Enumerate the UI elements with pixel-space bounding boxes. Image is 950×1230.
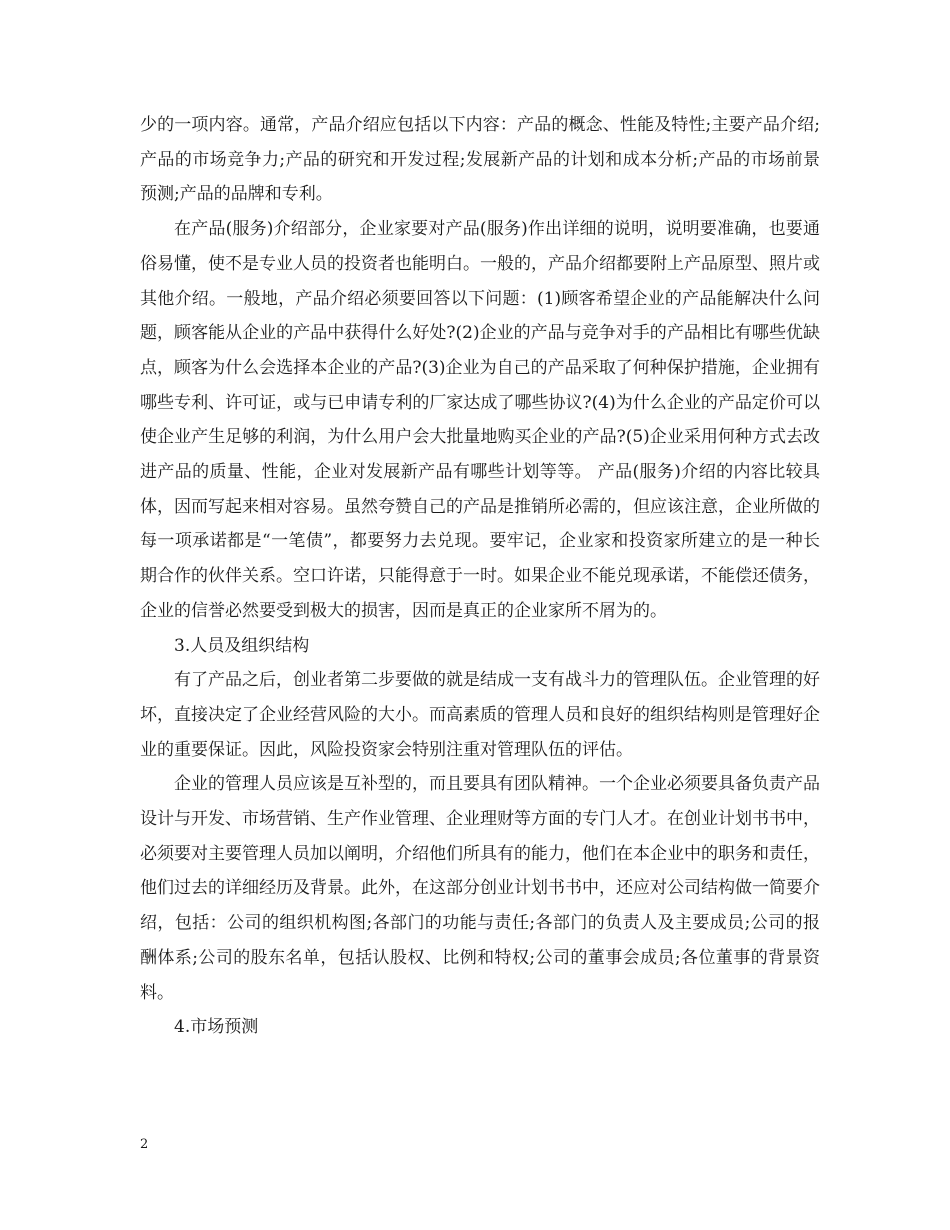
section-heading-personnel: 3.人员及组织结构 [174, 635, 310, 656]
paragraph-management-team: 有了产品之后，创业者第二步要做的就是结成一支有战斗力的管理队伍。企业管理的好坏，直接决定了企业经营风险的大小。而高素质的管理人员和良好的组织结构则是管理好企业的重要保证。因此，风险投资家会特别注重对管理队伍的评估。 [140, 670, 820, 760]
section-heading-market-forecast: 4.市场预测 [174, 1017, 259, 1038]
paragraph-product-introduction: 在产品(服务)介绍部分，企业家要对产品(服务)作出详细的说明，说明要准确，也要通俗易懂，使不是专业人员的投资者也能明白。一般的，产品介绍都要附上产品原型、照片或其他介绍。一般地，产品介绍必须要回答以下问题：(1)顾客希望企业的产品能解决什么问题，顾客能从企业的产品中获得什么好处?(2)企业的产品与竞争对手的产品相比有哪些优缺点，顾客为什么会选择本企业的产品?(3)企业为自己的产品采取了何种保护措施，企业拥有哪些专利、许可证，或与已申请专利的厂家达成了哪些协议?(4)为什么企业的产品定价可以使企业产生足够的利润，为什么用户会大批量地购买企业的产品?(5)企业采用何种方式去改进产品的质量、性能，企业对发展新产品有哪些计划等等。 产品(服务)介绍的内容比较具体，因而写起来相对容易。虽然夸赞自己的产品是推销所必需的，但应该注意，企业所做的每一项承诺都是“一笔债”，都要努力去兑现。要牢记，企业家和投资家所建立的是一种长期合作的伙伴关系。空口许诺，只能得意于一时。如果企业不能兑现承诺，不能偿还债务，企业的信誉必然要受到极大的损害，因而是真正的企业家所不屑为的。 [140, 219, 820, 621]
page-number: 2 [140, 1137, 149, 1152]
paragraph-product-contents: 少的一项内容。通常，产品介绍应包括以下内容：产品的概念、性能及特性;主要产品介绍;产品的市场竞争力;产品的研究和开发过程;发展新产品的计划和成本分析;产品的市场前景预测;产品的品牌和专利。 [140, 115, 820, 205]
paragraph-management-structure: 企业的管理人员应该是互补型的，而且要具有团队精神。一个企业必须要具备负责产品设计与开发、市场营销、生产作业管理、企业理财等方面的专门人才。在创业计划书书中，必须要对主要管理人员加以阐明，介绍他们所具有的能力，他们在本企业中的职务和责任，他们过去的详细经历及背景。此外，在这部分创业计划书书中，还应对公司结构做一简要介绍，包括：公司的组织机构图;各部门的功能与责任;各部门的负责人及主要成员;公司的报酬体系;公司的股东名单，包括认股权、比例和特权;公司的董事会成员;各位董事的背景资料。 [140, 774, 820, 1003]
document-body [140, 108, 820, 1045]
